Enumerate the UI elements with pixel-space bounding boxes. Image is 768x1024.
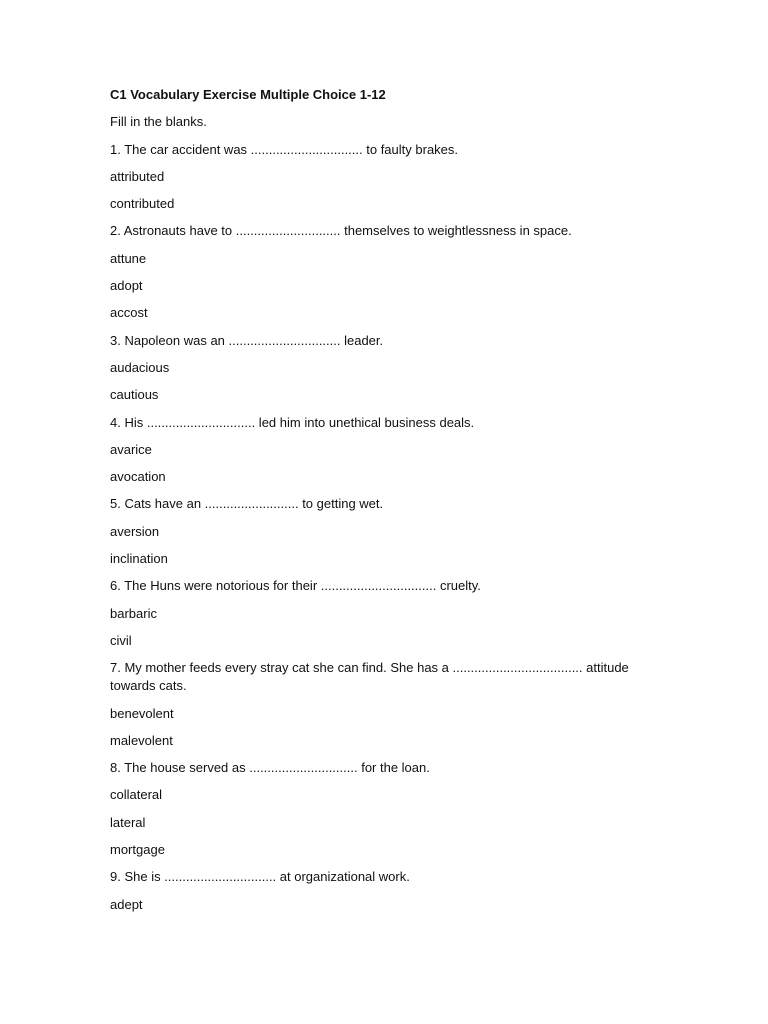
option: audacious xyxy=(110,359,170,375)
option: attune xyxy=(110,250,147,266)
option: collateral xyxy=(110,787,163,803)
question-7: 7. My mother feeds every stray cat she can find. She has a .................................... attitude towards cats. xyxy=(110,660,629,694)
option: malevolent xyxy=(110,732,173,748)
option: attributed xyxy=(110,168,165,184)
option: benevolent xyxy=(110,705,174,721)
option: adept xyxy=(110,896,143,912)
option: adopt xyxy=(110,278,143,294)
option: cautious xyxy=(110,387,159,403)
document-body xyxy=(110,86,650,923)
question-6: 6. The Huns were notorious for their ................................ cruelty. xyxy=(110,578,481,594)
document-title: C1 Vocabulary Exercise Multiple Choice 1-12 xyxy=(110,87,386,102)
option: inclination xyxy=(110,551,168,567)
question-4: 4. His .............................. led him into unethical business deals. xyxy=(110,414,475,430)
instructions: Fill in the blanks. xyxy=(110,114,207,130)
question-1: 1. The car accident was ............................... to faulty brakes. xyxy=(110,141,459,157)
option: barbaric xyxy=(110,605,157,621)
question-5: 5. Cats have an .......................... to getting wet. xyxy=(110,496,384,512)
option: civil xyxy=(110,632,132,648)
option: accost xyxy=(110,305,148,321)
option: contributed xyxy=(110,196,175,212)
option: mortgage xyxy=(110,842,165,858)
question-3: 3. Napoleon was an ............................... leader. xyxy=(110,332,384,348)
question-2: 2. Astronauts have to ............................. themselves to weightlessness in space. xyxy=(110,223,572,239)
option: aversion xyxy=(110,523,160,539)
question-8: 8. The house served as .............................. for the loan. xyxy=(110,760,430,776)
option: lateral xyxy=(110,814,146,830)
option: avocation xyxy=(110,469,166,485)
question-9: 9. She is ............................... at organizational work. xyxy=(110,869,410,885)
option: avarice xyxy=(110,441,152,457)
